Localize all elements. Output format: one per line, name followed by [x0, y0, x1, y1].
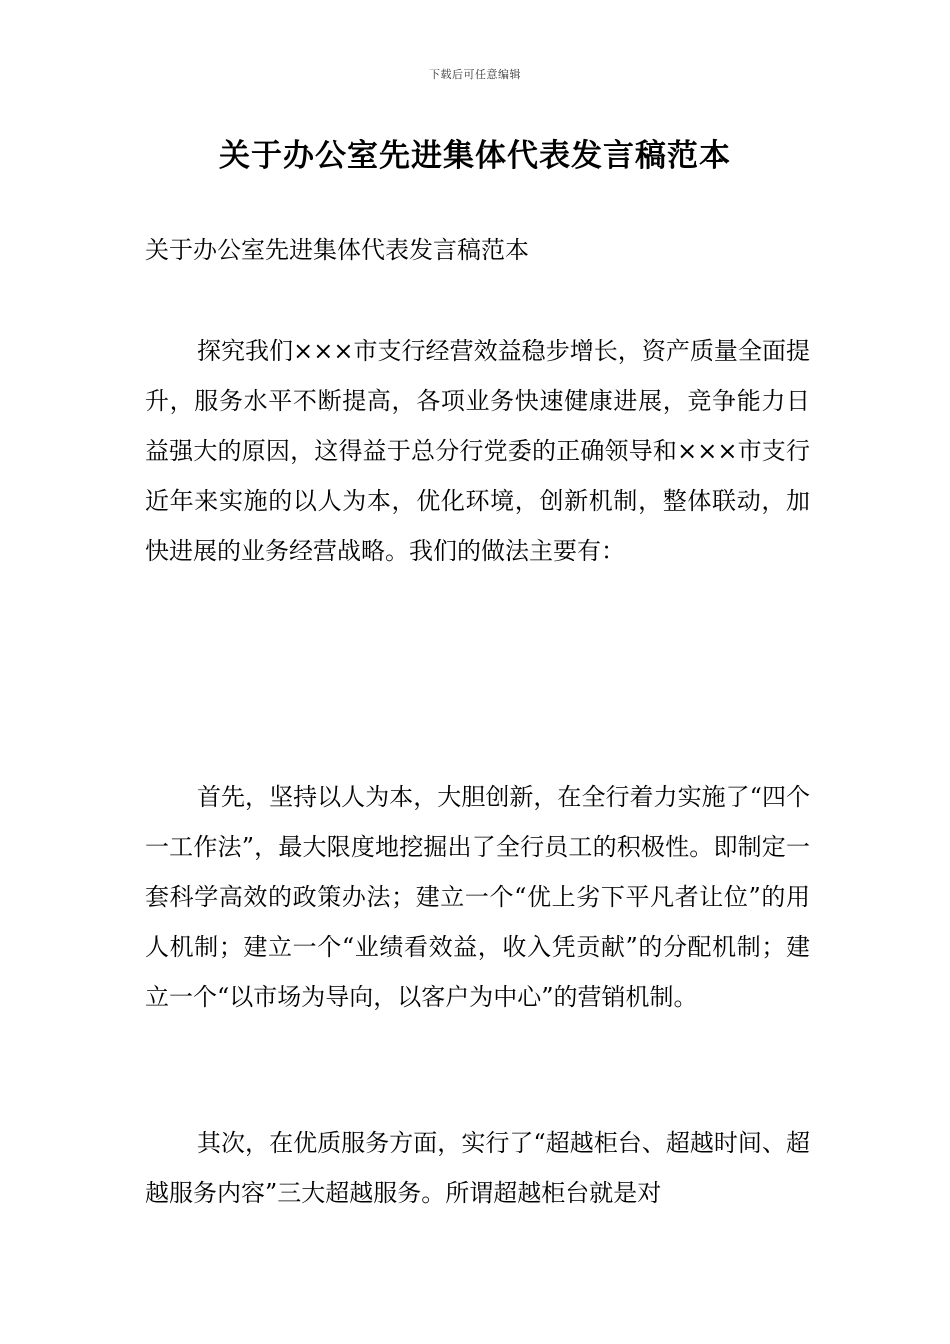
document-subtitle: 关于办公室先进集体代表发言稿范本: [145, 236, 529, 264]
document-title: 关于办公室先进集体代表发言稿范本: [219, 138, 731, 174]
paragraph-second-measure: 其次，在优质服务方面，实行了“超越柜台、超越时间、超越服务内容”三大超越服务。所谓超越柜台就是对: [145, 1129, 810, 1207]
paragraph-first-measure: 首先，坚持以人为本，大胆创新，在全行着力实施了“四个一工作法”，最大限度地挖掘出了全行员工的积极性。即制定一套科学高效的政策办法；建立一个“优上劣下平凡者让位”的用人机制；建立一个“业绩看效益，收入凭贡献”的分配机制；建立一个“以市场为导向，以客户为中心”的营销机制。: [145, 783, 810, 1011]
paragraph-intro: 探究我们×××市支行经营效益稳步增长，资产质量全面提升，服务水平不断提高，各项业务快速健康进展，竞争能力日益强大的原因，这得益于总分行党委的正确领导和×××市支行近年来实施的以人为本，优化环境，创新机制，整体联动，加快进展的业务经营战略。我们的做法主要有：: [145, 337, 810, 565]
header-note: 下载后可任意编辑: [429, 68, 521, 81]
